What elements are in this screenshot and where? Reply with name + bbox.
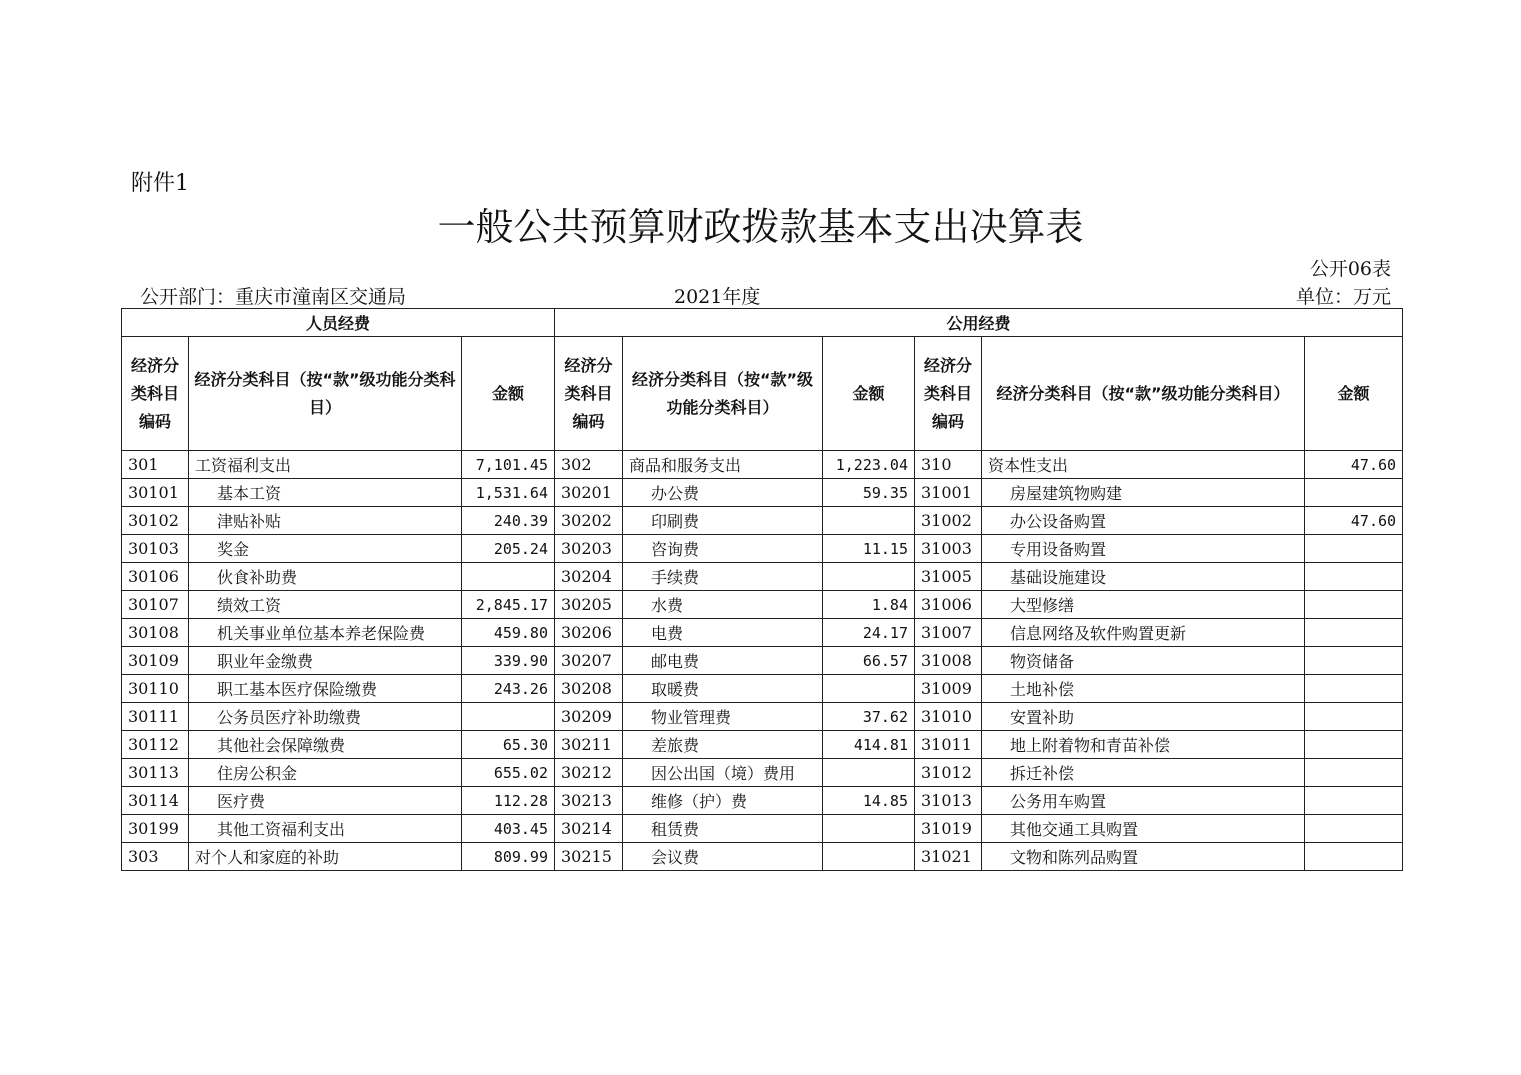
code-cell: 31003: [915, 535, 982, 563]
code-cell: 30215: [555, 843, 623, 871]
amount-cell: 459.80: [462, 619, 555, 647]
amount-cell: [1305, 479, 1403, 507]
code-cell: 31013: [915, 787, 982, 815]
item-cell: 对个人和家庭的补助: [189, 843, 462, 871]
amount-cell: [462, 563, 555, 591]
item-cell: 土地补偿: [982, 675, 1305, 703]
item-cell: 大型修缮: [982, 591, 1305, 619]
amount-cell: 2,845.17: [462, 591, 555, 619]
form-number: 公开06表: [1309, 258, 1391, 280]
code-cell: 30112: [122, 731, 189, 759]
code-cell: 30107: [122, 591, 189, 619]
header-item: 经济分类科目（按“款”级功能分类科目）: [189, 337, 462, 451]
amount-cell: 403.45: [462, 815, 555, 843]
amount-cell: 240.39: [462, 507, 555, 535]
item-cell: 地上附着物和青苗补偿: [982, 731, 1305, 759]
table-row: [122, 703, 1403, 731]
amount-cell: 47.60: [1305, 451, 1403, 479]
amount-cell: 1,531.64: [462, 479, 555, 507]
amount-cell: [1305, 759, 1403, 787]
amount-cell: [1305, 787, 1403, 815]
amount-cell: [1305, 647, 1403, 675]
code-cell: 303: [122, 843, 189, 871]
item-cell: 拆迁补偿: [982, 759, 1305, 787]
amount-cell: 1,223.04: [823, 451, 915, 479]
code-cell: 31010: [915, 703, 982, 731]
code-cell: 30211: [555, 731, 623, 759]
code-cell: 30203: [555, 535, 623, 563]
item-cell: 资本性支出: [982, 451, 1305, 479]
item-cell: 印刷费: [623, 507, 823, 535]
code-cell: 31002: [915, 507, 982, 535]
group-header-personnel: 人员经费: [122, 309, 555, 337]
table-row: [122, 563, 1403, 591]
code-cell: 30208: [555, 675, 623, 703]
item-cell: 文物和陈列品购置: [982, 843, 1305, 871]
code-cell: 31008: [915, 647, 982, 675]
amount-cell: [823, 815, 915, 843]
code-cell: 30106: [122, 563, 189, 591]
code-cell: 30214: [555, 815, 623, 843]
code-cell: 30110: [122, 675, 189, 703]
item-cell: 房屋建筑物购建: [982, 479, 1305, 507]
header-amount: 金额: [462, 337, 555, 451]
table-row: [122, 535, 1403, 563]
item-cell: 会议费: [623, 843, 823, 871]
code-cell: 30207: [555, 647, 623, 675]
item-cell: 奖金: [189, 535, 462, 563]
table-row: [122, 591, 1403, 619]
code-cell: 301: [122, 451, 189, 479]
amount-cell: [823, 563, 915, 591]
amount-cell: 65.30: [462, 731, 555, 759]
code-cell: 31001: [915, 479, 982, 507]
item-cell: 公务员医疗补助缴费: [189, 703, 462, 731]
code-cell: 30102: [122, 507, 189, 535]
item-cell: 基本工资: [189, 479, 462, 507]
table-row: [122, 815, 1403, 843]
amount-cell: 809.99: [462, 843, 555, 871]
amount-cell: [1305, 675, 1403, 703]
amount-cell: 112.28: [462, 787, 555, 815]
item-cell: 医疗费: [189, 787, 462, 815]
table-row: [122, 507, 1403, 535]
amount-cell: 59.35: [823, 479, 915, 507]
item-cell: 基础设施建设: [982, 563, 1305, 591]
item-cell: 物资储备: [982, 647, 1305, 675]
code-cell: 30103: [122, 535, 189, 563]
table-row: [122, 479, 1403, 507]
item-cell: 物业管理费: [623, 703, 823, 731]
amount-cell: 655.02: [462, 759, 555, 787]
code-cell: 30109: [122, 647, 189, 675]
item-cell: 邮电费: [623, 647, 823, 675]
amount-cell: 243.26: [462, 675, 555, 703]
item-cell: 工资福利支出: [189, 451, 462, 479]
code-cell: 30199: [122, 815, 189, 843]
amount-cell: [1305, 535, 1403, 563]
amount-cell: [823, 675, 915, 703]
amount-cell: 339.90: [462, 647, 555, 675]
amount-cell: 37.62: [823, 703, 915, 731]
item-cell: 差旅费: [623, 731, 823, 759]
table-row: [122, 675, 1403, 703]
header-amount: 金额: [1305, 337, 1403, 451]
amount-cell: [823, 759, 915, 787]
group-header-public: 公用经费: [555, 309, 1403, 337]
code-cell: 30212: [555, 759, 623, 787]
code-cell: 31012: [915, 759, 982, 787]
amount-cell: [1305, 619, 1403, 647]
item-cell: 租赁费: [623, 815, 823, 843]
header-code: 经济分类科目编码: [555, 337, 623, 451]
amount-cell: [1305, 703, 1403, 731]
amount-cell: 205.24: [462, 535, 555, 563]
item-cell: 咨询费: [623, 535, 823, 563]
table-row: [122, 787, 1403, 815]
code-cell: 31019: [915, 815, 982, 843]
item-cell: 维修（护）费: [623, 787, 823, 815]
amount-cell: [1305, 731, 1403, 759]
code-cell: 31006: [915, 591, 982, 619]
amount-cell: 11.15: [823, 535, 915, 563]
code-cell: 310: [915, 451, 982, 479]
amount-cell: 47.60: [1305, 507, 1403, 535]
table-row: [122, 619, 1403, 647]
item-cell: 机关事业单位基本养老保险费: [189, 619, 462, 647]
amount-cell: 66.57: [823, 647, 915, 675]
item-cell: 住房公积金: [189, 759, 462, 787]
code-cell: 302: [555, 451, 623, 479]
department-label: 公开部门：重庆市潼南区交通局: [140, 286, 407, 308]
amount-cell: [1305, 591, 1403, 619]
amount-cell: [823, 507, 915, 535]
amount-cell: 414.81: [823, 731, 915, 759]
code-cell: 31007: [915, 619, 982, 647]
code-cell: 30114: [122, 787, 189, 815]
amount-cell: [823, 843, 915, 871]
item-cell: 职业年金缴费: [189, 647, 462, 675]
amount-cell: [1305, 843, 1403, 871]
item-cell: 信息网络及软件购置更新: [982, 619, 1305, 647]
code-cell: 31009: [915, 675, 982, 703]
header-code: 经济分类科目编码: [122, 337, 189, 451]
code-cell: 30204: [555, 563, 623, 591]
table-row: [122, 759, 1403, 787]
budget-table: [121, 308, 1403, 871]
table-row: [122, 647, 1403, 675]
item-cell: 因公出国（境）费用: [623, 759, 823, 787]
page-title: 一般公共预算财政拨款基本支出决算表: [437, 205, 1084, 249]
code-cell: 30206: [555, 619, 623, 647]
code-cell: 31011: [915, 731, 982, 759]
amount-cell: [462, 703, 555, 731]
amount-cell: [1305, 815, 1403, 843]
table-row: [122, 731, 1403, 759]
code-cell: 30111: [122, 703, 189, 731]
item-cell: 办公费: [623, 479, 823, 507]
item-cell: 取暖费: [623, 675, 823, 703]
code-cell: 30101: [122, 479, 189, 507]
code-cell: 31005: [915, 563, 982, 591]
code-cell: 30201: [555, 479, 623, 507]
amount-cell: [1305, 563, 1403, 591]
code-cell: 30113: [122, 759, 189, 787]
code-cell: 30108: [122, 619, 189, 647]
unit-label: 单位：万元: [1295, 286, 1391, 308]
code-cell: 30213: [555, 787, 623, 815]
table-body: [122, 451, 1403, 871]
item-cell: 其他社会保障缴费: [189, 731, 462, 759]
amount-cell: 1.84: [823, 591, 915, 619]
item-cell: 手续费: [623, 563, 823, 591]
attachment-label: 附件1: [131, 171, 189, 196]
header-amount: 金额: [823, 337, 915, 451]
code-cell: 30209: [555, 703, 623, 731]
table-row: [122, 843, 1403, 871]
code-cell: 30202: [555, 507, 623, 535]
item-cell: 安置补助: [982, 703, 1305, 731]
amount-cell: 14.85: [823, 787, 915, 815]
item-cell: 伙食补助费: [189, 563, 462, 591]
header-item: 经济分类科目（按“款”级功能分类科目）: [982, 337, 1305, 451]
amount-cell: 7,101.45: [462, 451, 555, 479]
item-cell: 绩效工资: [189, 591, 462, 619]
meta-row: [140, 282, 1391, 306]
item-cell: 津贴补贴: [189, 507, 462, 535]
amount-cell: 24.17: [823, 619, 915, 647]
year-label: 2021年度: [674, 286, 761, 308]
item-cell: 办公设备购置: [982, 507, 1305, 535]
table-row: [122, 451, 1403, 479]
item-cell: 职工基本医疗保险缴费: [189, 675, 462, 703]
item-cell: 商品和服务支出: [623, 451, 823, 479]
item-cell: 水费: [623, 591, 823, 619]
item-cell: 公务用车购置: [982, 787, 1305, 815]
code-cell: 31021: [915, 843, 982, 871]
item-cell: 其他工资福利支出: [189, 815, 462, 843]
item-cell: 其他交通工具购置: [982, 815, 1305, 843]
item-cell: 专用设备购置: [982, 535, 1305, 563]
code-cell: 30205: [555, 591, 623, 619]
header-code: 经济分类科目编码: [915, 337, 982, 451]
item-cell: 电费: [623, 619, 823, 647]
header-item: 经济分类科目（按“款”级功能分类科目）: [623, 337, 823, 451]
